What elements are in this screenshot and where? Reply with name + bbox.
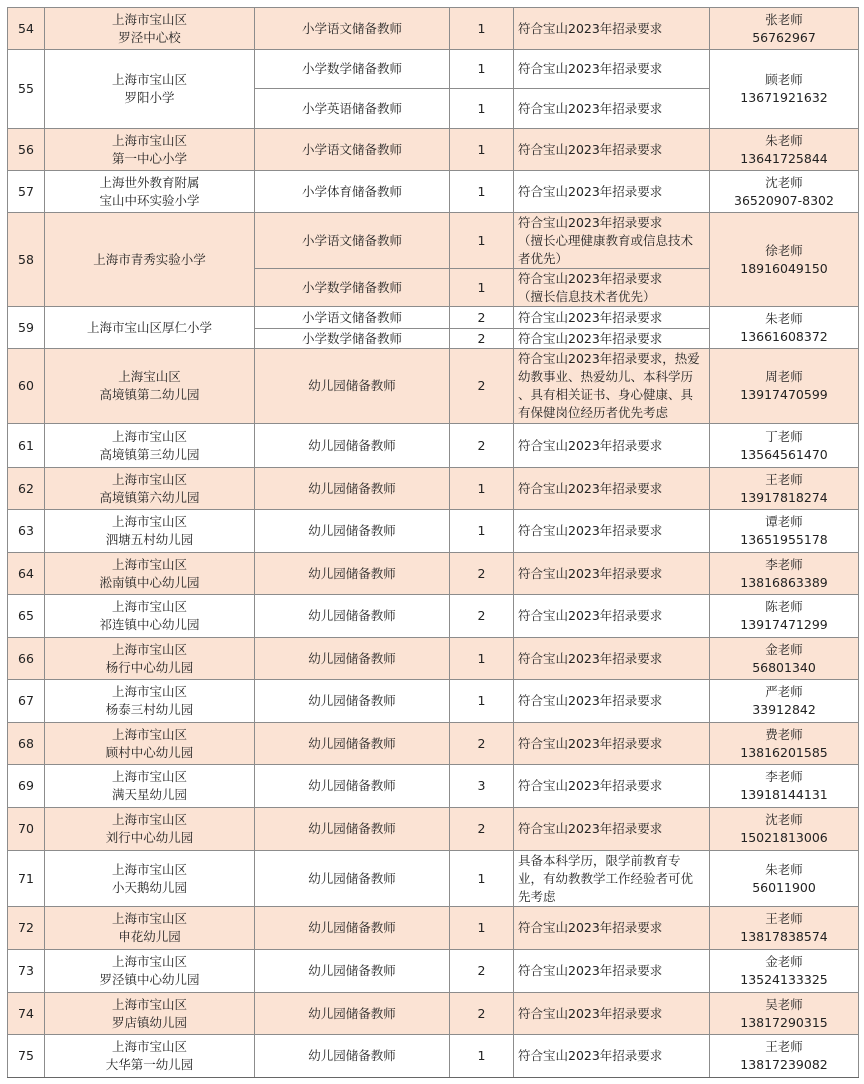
position-count: 2 xyxy=(450,424,514,468)
position-count: 1 xyxy=(450,50,514,89)
table-row xyxy=(8,595,859,638)
contact-info: 朱老师 13661608372 xyxy=(710,307,859,349)
school-name: 上海市宝山区 淞南镇中心幼儿园 xyxy=(45,553,255,595)
position-title: 幼儿园储备教师 xyxy=(255,765,450,808)
position-count: 1 xyxy=(450,269,514,307)
contact-info: 金老师 56801340 xyxy=(710,638,859,680)
contact-info: 周老师 13917470599 xyxy=(710,349,859,424)
table-row xyxy=(8,638,859,680)
row-number: 54 xyxy=(8,8,45,50)
position-requirement: 符合宝山2023年招录要求 xyxy=(514,171,710,213)
position-requirement: 符合宝山2023年招录要求 xyxy=(514,680,710,723)
contact-info: 丁老师 13564561470 xyxy=(710,424,859,468)
school-name: 上海世外教育附属 宝山中环实验小学 xyxy=(45,171,255,213)
school-name: 上海市宝山区 高境镇第三幼儿园 xyxy=(45,424,255,468)
school-name: 上海市宝山区 刘行中心幼儿园 xyxy=(45,808,255,851)
school-name: 上海市宝山区 杨行中心幼儿园 xyxy=(45,638,255,680)
position-requirement: 符合宝山2023年招录要求 xyxy=(514,595,710,638)
position-requirement: 符合宝山2023年招录要求 xyxy=(514,424,710,468)
position-title: 小学数学储备教师 xyxy=(255,269,450,307)
contact-info: 朱老师 13641725844 xyxy=(710,129,859,171)
table-row xyxy=(8,171,859,213)
contact-info: 陈老师 13917471299 xyxy=(710,595,859,638)
school-name: 上海市宝山区 大华第一幼儿园 xyxy=(45,1035,255,1078)
position-title: 小学语文储备教师 xyxy=(255,213,450,269)
table-row xyxy=(8,907,859,950)
table-row xyxy=(8,723,859,765)
position-count: 2 xyxy=(450,808,514,851)
position-count: 2 xyxy=(450,349,514,424)
row-number: 58 xyxy=(8,213,45,307)
position-count: 1 xyxy=(450,1035,514,1078)
school-name: 上海市宝山区 顾村中心幼儿园 xyxy=(45,723,255,765)
position-requirement: 符合宝山2023年招录要求，热爱 幼教事业、热爱幼儿、本科学历 、具有相关证书、身心健康、具 有保健岗位经历者优先考虑 xyxy=(514,349,710,424)
school-name: 上海市宝山区 第一中心小学 xyxy=(45,129,255,171)
position-title: 幼儿园储备教师 xyxy=(255,510,450,553)
table-row xyxy=(8,468,859,510)
recruitment-table xyxy=(7,7,859,1078)
table-row xyxy=(8,950,859,993)
position-requirement: 符合宝山2023年招录要求 xyxy=(514,950,710,993)
row-number: 69 xyxy=(8,765,45,808)
table-body xyxy=(8,8,859,1078)
position-title: 幼儿园储备教师 xyxy=(255,1035,450,1078)
contact-info: 王老师 13917818274 xyxy=(710,468,859,510)
position-count: 1 xyxy=(450,171,514,213)
school-name: 上海市宝山区 申花幼儿园 xyxy=(45,907,255,950)
table-row xyxy=(8,349,859,424)
position-requirement: 符合宝山2023年招录要求 xyxy=(514,129,710,171)
contact-info: 吴老师 13817290315 xyxy=(710,993,859,1035)
school-name: 上海市宝山区 满天星幼儿园 xyxy=(45,765,255,808)
position-title: 小学数学储备教师 xyxy=(255,329,450,349)
position-count: 1 xyxy=(450,468,514,510)
contact-info: 谭老师 13651955178 xyxy=(710,510,859,553)
position-count: 2 xyxy=(450,307,514,329)
school-name: 上海市宝山区 高境镇第六幼儿园 xyxy=(45,468,255,510)
position-requirement: 符合宝山2023年招录要求 xyxy=(514,808,710,851)
position-title: 幼儿园储备教师 xyxy=(255,993,450,1035)
row-number: 70 xyxy=(8,808,45,851)
position-requirement: 符合宝山2023年招录要求 xyxy=(514,907,710,950)
table-row xyxy=(8,50,859,89)
position-requirement: 符合宝山2023年招录要求 xyxy=(514,765,710,808)
school-name: 上海市宝山区 泗塘五村幼儿园 xyxy=(45,510,255,553)
position-title: 幼儿园储备教师 xyxy=(255,424,450,468)
position-title: 幼儿园储备教师 xyxy=(255,468,450,510)
table-row xyxy=(8,307,859,329)
school-name: 上海市宝山区 罗阳小学 xyxy=(45,50,255,129)
contact-info: 徐老师 18916049150 xyxy=(710,213,859,307)
table-row xyxy=(8,680,859,723)
position-title: 小学数学储备教师 xyxy=(255,50,450,89)
table-row xyxy=(8,424,859,468)
position-requirement: 符合宝山2023年招录要求 xyxy=(514,553,710,595)
contact-info: 沈老师 36520907-8302 xyxy=(710,171,859,213)
position-requirement: 符合宝山2023年招录要求 （擅长心理健康教育或信息技术 者优先） xyxy=(514,213,710,269)
position-requirement: 符合宝山2023年招录要求 xyxy=(514,1035,710,1078)
contact-info: 王老师 13817838574 xyxy=(710,907,859,950)
position-title: 幼儿园储备教师 xyxy=(255,723,450,765)
row-number: 63 xyxy=(8,510,45,553)
position-count: 2 xyxy=(450,329,514,349)
table-row xyxy=(8,213,859,269)
row-number: 74 xyxy=(8,993,45,1035)
position-title: 幼儿园储备教师 xyxy=(255,680,450,723)
row-number: 68 xyxy=(8,723,45,765)
position-title: 幼儿园储备教师 xyxy=(255,349,450,424)
school-name: 上海宝山区 高境镇第二幼儿园 xyxy=(45,349,255,424)
row-number: 75 xyxy=(8,1035,45,1078)
table-row xyxy=(8,993,859,1035)
row-number: 73 xyxy=(8,950,45,993)
contact-info: 张老师 56762967 xyxy=(710,8,859,50)
school-name: 上海市宝山区 祁连镇中心幼儿园 xyxy=(45,595,255,638)
position-requirement: 符合宝山2023年招录要求 xyxy=(514,329,710,349)
position-requirement: 符合宝山2023年招录要求 xyxy=(514,510,710,553)
position-requirement: 符合宝山2023年招录要求 xyxy=(514,307,710,329)
table-row xyxy=(8,765,859,808)
position-title: 幼儿园储备教师 xyxy=(255,595,450,638)
contact-info: 费老师 13816201585 xyxy=(710,723,859,765)
position-count: 1 xyxy=(450,8,514,50)
position-requirement: 符合宝山2023年招录要求 xyxy=(514,8,710,50)
row-number: 64 xyxy=(8,553,45,595)
contact-info: 顾老师 13671921632 xyxy=(710,50,859,129)
row-number: 71 xyxy=(8,851,45,907)
table-row xyxy=(8,510,859,553)
position-requirement: 符合宝山2023年招录要求 xyxy=(514,468,710,510)
position-count: 2 xyxy=(450,950,514,993)
contact-info: 李老师 13816863389 xyxy=(710,553,859,595)
position-count: 1 xyxy=(450,907,514,950)
table-row xyxy=(8,129,859,171)
row-number: 56 xyxy=(8,129,45,171)
row-number: 62 xyxy=(8,468,45,510)
position-title: 小学体育储备教师 xyxy=(255,171,450,213)
position-title: 小学语文储备教师 xyxy=(255,307,450,329)
table-row xyxy=(8,851,859,907)
position-count: 3 xyxy=(450,765,514,808)
position-count: 2 xyxy=(450,723,514,765)
position-title: 幼儿园储备教师 xyxy=(255,907,450,950)
position-count: 1 xyxy=(450,638,514,680)
position-count: 1 xyxy=(450,680,514,723)
position-requirement: 符合宝山2023年招录要求 （擅长信息技术者优先） xyxy=(514,269,710,307)
position-count: 2 xyxy=(450,595,514,638)
row-number: 66 xyxy=(8,638,45,680)
position-title: 小学英语储备教师 xyxy=(255,89,450,129)
table-row xyxy=(8,808,859,851)
position-title: 幼儿园储备教师 xyxy=(255,851,450,907)
position-title: 幼儿园储备教师 xyxy=(255,950,450,993)
school-name: 上海市宝山区 小天鹅幼儿园 xyxy=(45,851,255,907)
row-number: 59 xyxy=(8,307,45,349)
row-number: 72 xyxy=(8,907,45,950)
row-number: 55 xyxy=(8,50,45,129)
position-requirement: 符合宝山2023年招录要求 xyxy=(514,638,710,680)
table-row xyxy=(8,1035,859,1078)
contact-info: 朱老师 56011900 xyxy=(710,851,859,907)
position-requirement: 符合宝山2023年招录要求 xyxy=(514,50,710,89)
school-name: 上海市宝山区 罗店镇幼儿园 xyxy=(45,993,255,1035)
row-number: 57 xyxy=(8,171,45,213)
position-title: 幼儿园储备教师 xyxy=(255,808,450,851)
row-number: 60 xyxy=(8,349,45,424)
position-count: 1 xyxy=(450,89,514,129)
position-count: 1 xyxy=(450,851,514,907)
row-number: 65 xyxy=(8,595,45,638)
contact-info: 李老师 13918144131 xyxy=(710,765,859,808)
position-requirement: 具备本科学历，限学前教育专 业，有幼教教学工作经验者可优 先考虑 xyxy=(514,851,710,907)
position-count: 1 xyxy=(450,213,514,269)
position-requirement: 符合宝山2023年招录要求 xyxy=(514,723,710,765)
position-requirement: 符合宝山2023年招录要求 xyxy=(514,89,710,129)
table-row xyxy=(8,8,859,50)
position-title: 小学语文储备教师 xyxy=(255,129,450,171)
table-row xyxy=(8,553,859,595)
contact-info: 金老师 13524133325 xyxy=(710,950,859,993)
position-title: 幼儿园储备教师 xyxy=(255,638,450,680)
contact-info: 严老师 33912842 xyxy=(710,680,859,723)
row-number: 61 xyxy=(8,424,45,468)
school-name: 上海市宝山区 杨泰三村幼儿园 xyxy=(45,680,255,723)
row-number: 67 xyxy=(8,680,45,723)
position-count: 1 xyxy=(450,510,514,553)
position-title: 小学语文储备教师 xyxy=(255,8,450,50)
position-count: 2 xyxy=(450,993,514,1035)
position-count: 1 xyxy=(450,129,514,171)
school-name: 上海市宝山区 罗泾镇中心幼儿园 xyxy=(45,950,255,993)
contact-info: 沈老师 15021813006 xyxy=(710,808,859,851)
position-requirement: 符合宝山2023年招录要求 xyxy=(514,993,710,1035)
school-name: 上海市青秀实验小学 xyxy=(45,213,255,307)
contact-info: 王老师 13817239082 xyxy=(710,1035,859,1078)
position-title: 幼儿园储备教师 xyxy=(255,553,450,595)
position-count: 2 xyxy=(450,553,514,595)
school-name: 上海市宝山区 罗泾中心校 xyxy=(45,8,255,50)
school-name: 上海市宝山区厚仁小学 xyxy=(45,307,255,349)
